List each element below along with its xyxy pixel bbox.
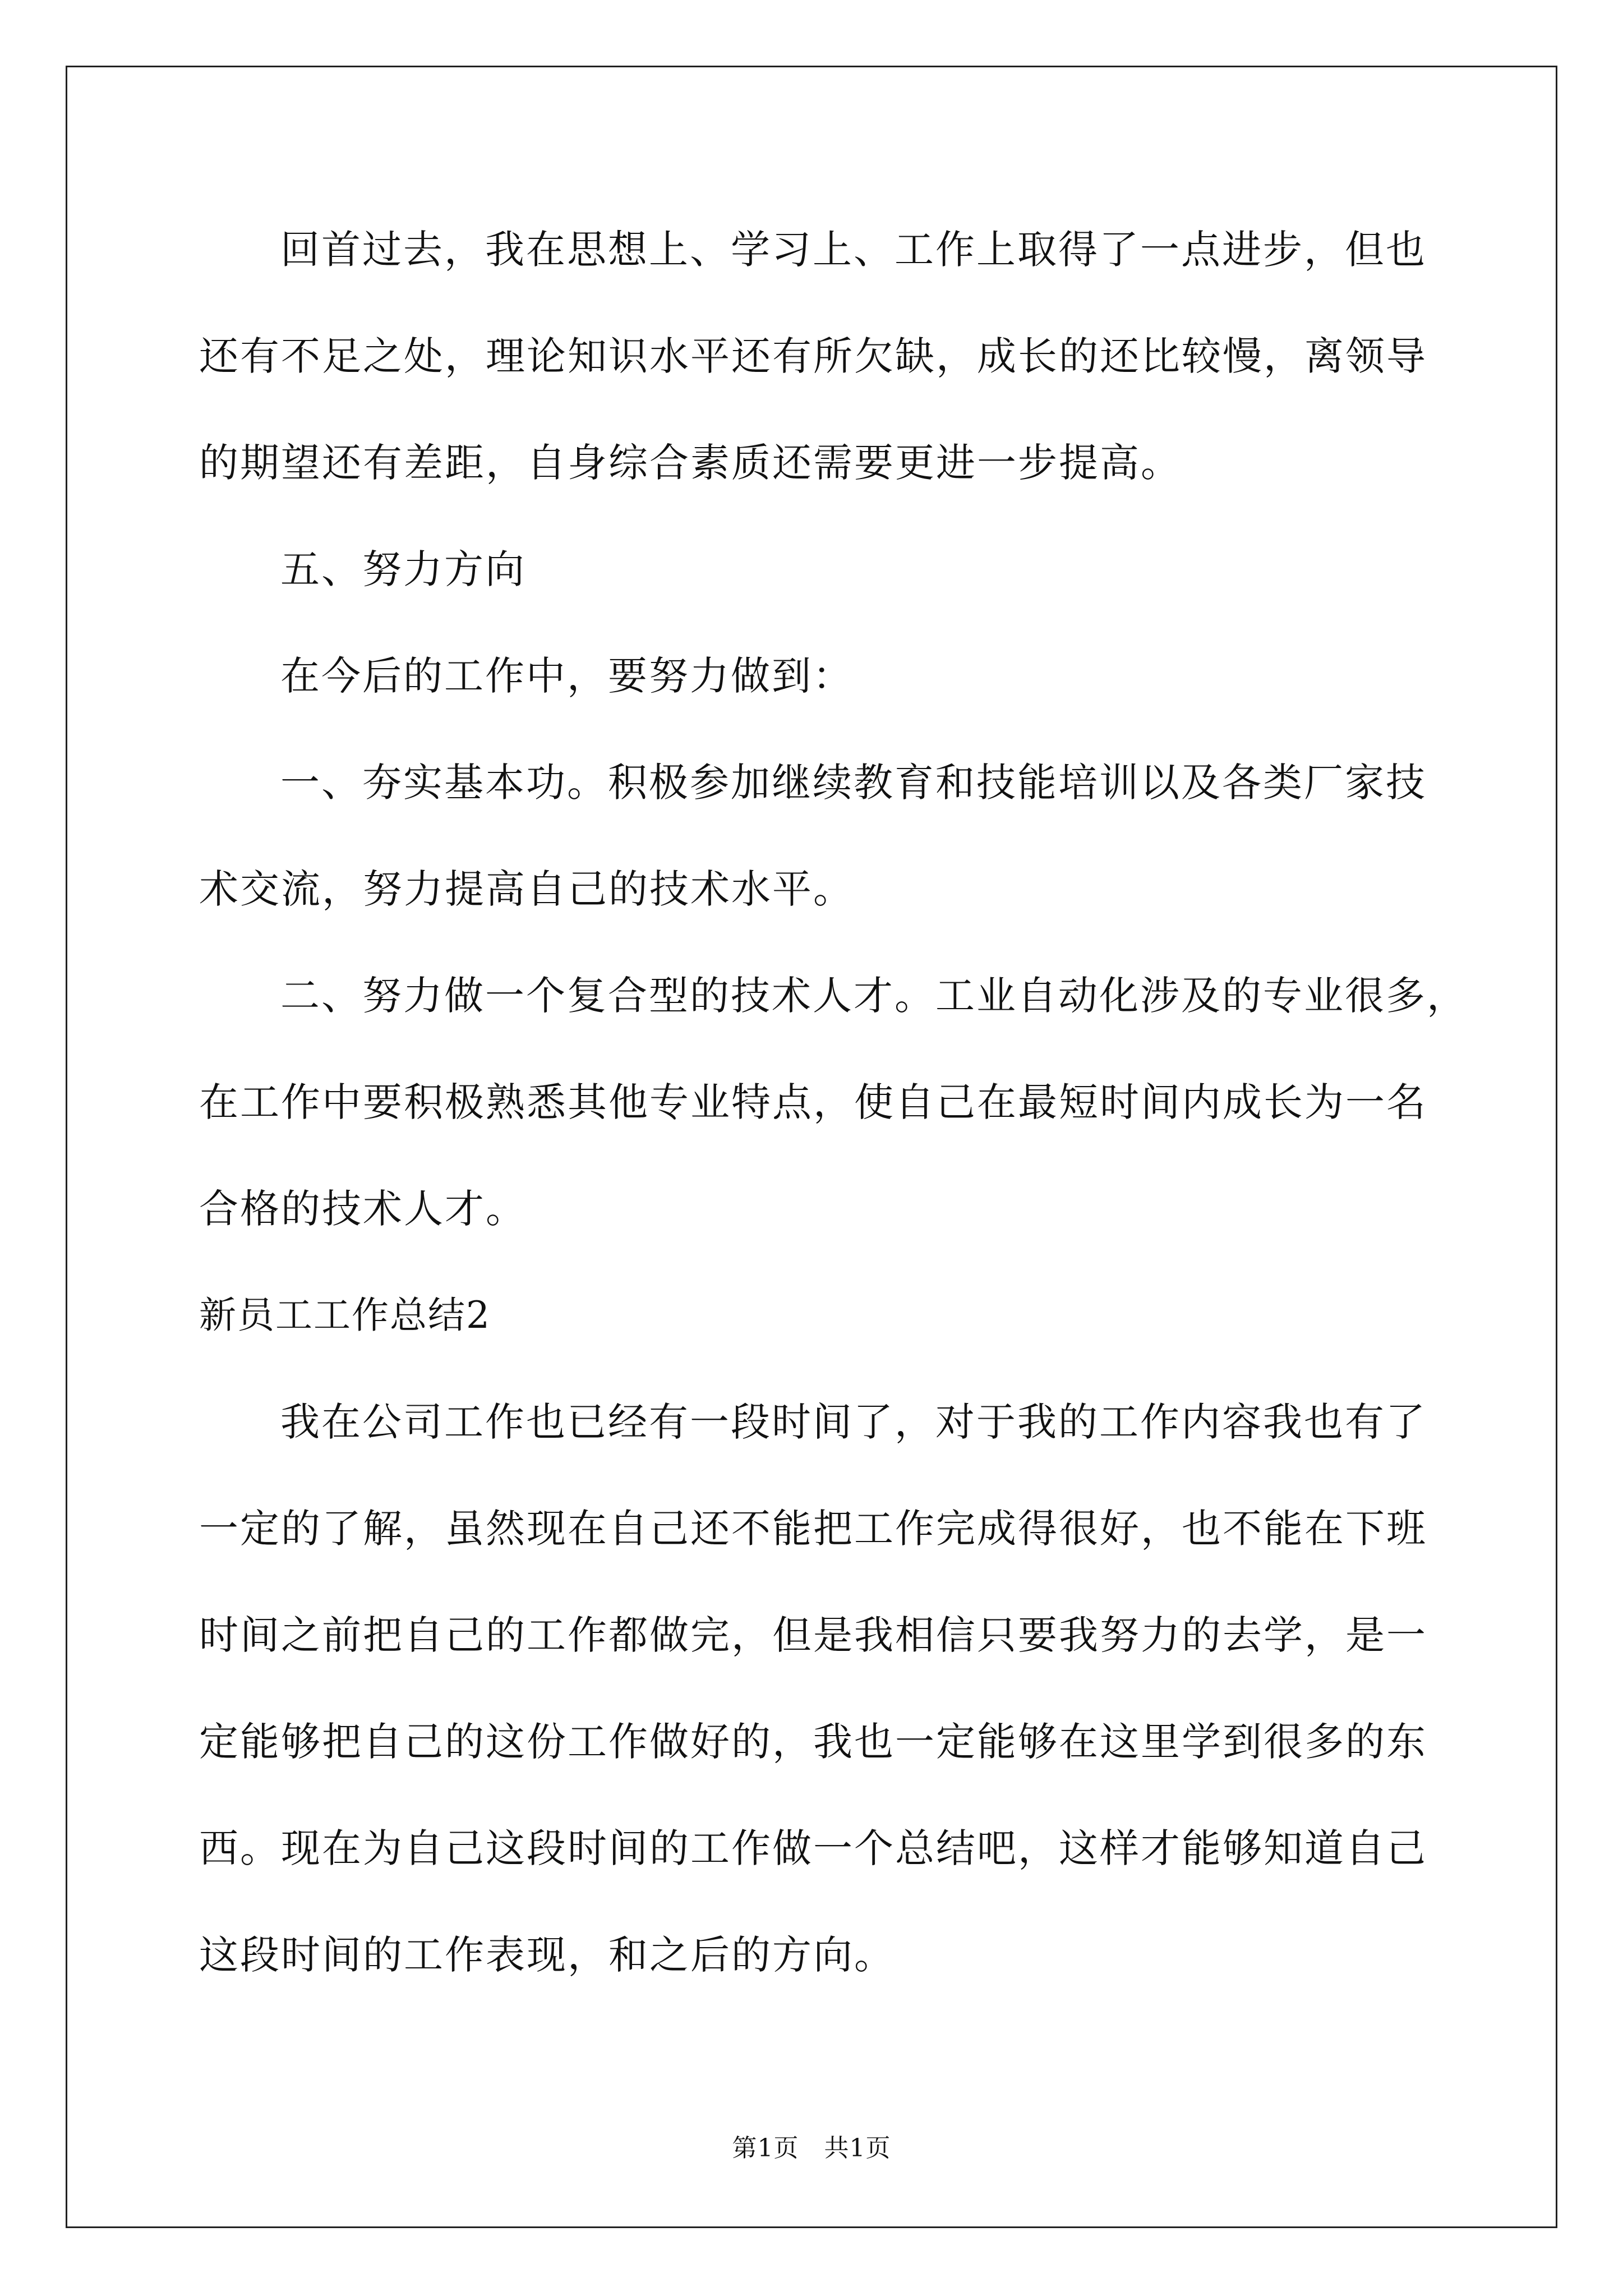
document-title: 新员工工作总结2 xyxy=(199,1294,491,1337)
paragraph-line: 的期望还有差距，自身综合素质还需要更进一步提高。 xyxy=(199,440,1182,486)
paragraph-line: 一、夯实基本功。积极参加继续教育和技能培训以及各类厂家技 xyxy=(280,760,1427,806)
paragraph-line: 合格的技术人才。 xyxy=(199,1186,527,1232)
section-heading: 五、努力方向 xyxy=(280,546,526,592)
paragraph-line: 这段时间的工作表现，和之后的方向。 xyxy=(199,1932,895,1978)
paragraph-line: 一定的了解，虽然现在自己还不能把工作完成得很好，也不能在下班 xyxy=(199,1506,1427,1552)
paragraph-line: 西。现在为自己这段时间的工作做一个总结吧，这样才能够知道自己 xyxy=(199,1825,1427,1871)
paragraph-line: 二、努力做一个复合型的技术人才。工业自动化涉及的专业很多， xyxy=(280,973,1468,1019)
paragraph-line: 时间之前把自己的工作都做完，但是我相信只要我努力的去学，是一 xyxy=(199,1612,1427,1658)
paragraph-line: 我在公司工作也已经有一段时间了，对于我的工作内容我也有了 xyxy=(280,1399,1427,1445)
paragraph-line: 在今后的工作中，要努力做到： xyxy=(280,653,854,699)
paragraph-line: 回首过去，我在思想上、学习上、工作上取得了一点进步，但也 xyxy=(280,227,1427,273)
paragraph-line: 术交流，努力提高自己的技术水平。 xyxy=(199,866,854,912)
paragraph-line: 定能够把自己的这份工作做好的，我也一定能够在这里学到很多的东 xyxy=(199,1719,1427,1765)
page-number-footer: 第1页 共1页 xyxy=(732,2134,891,2162)
paragraph-line: 还有不足之处，理论知识水平还有所欠缺，成长的还比较慢，离领导 xyxy=(199,333,1427,379)
page-border xyxy=(66,66,1557,2228)
paragraph-line: 在工作中要积极熟悉其他专业特点，使自己在最短时间内成长为一名 xyxy=(199,1079,1427,1125)
